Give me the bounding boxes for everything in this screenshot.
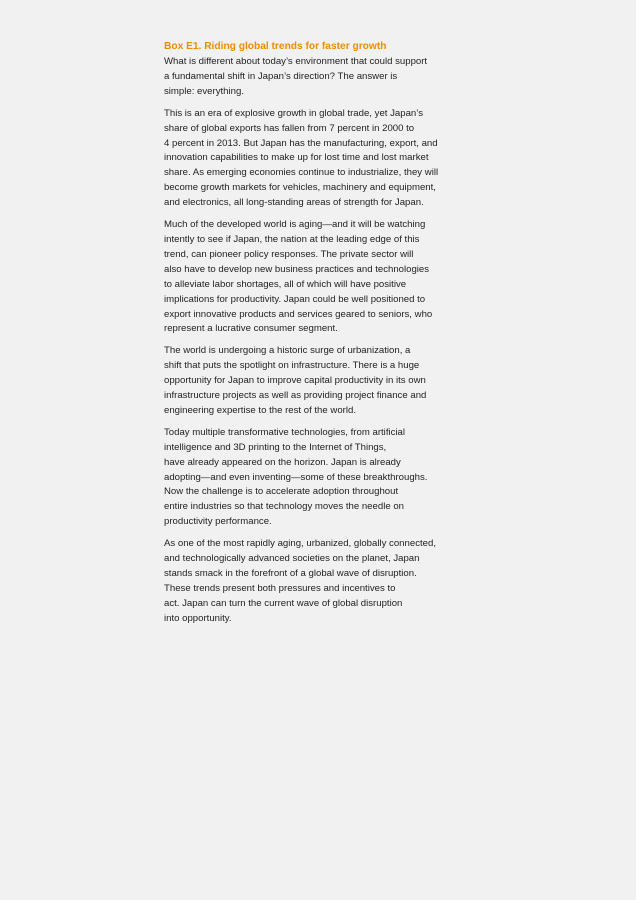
text-line: Today multiple transformative technologies, from artificial [164, 426, 406, 438]
text-line: implications for productivity. Japan could be well positioned to [164, 293, 426, 305]
text-line: become growth markets for vehicles, machinery and equipment, [164, 182, 436, 194]
text-line: export innovative products and services geared to seniors, who [164, 308, 433, 320]
text-line: and technologically advanced societies on the planet, Japan [164, 553, 420, 565]
text-line: opportunity for Japan to improve capital productivity in its own [164, 375, 426, 387]
box-title: Box E1. Riding global trends for faster growth [164, 41, 387, 52]
text-line: trend, can pioneer policy responses. The private sector will [164, 248, 414, 260]
text-line: As one of the most rapidly aging, urbanized, globally connected, [164, 538, 436, 550]
text-line: into opportunity. [164, 612, 232, 624]
text-line: Now the challenge is to accelerate adoption throughout [164, 486, 399, 498]
text-line: innovation capabilities to make up for lost time and lost market [164, 152, 429, 164]
text-line: This is an era of explosive growth in global trade, yet Japan’s [164, 107, 423, 119]
text-line: simple: everything. [164, 85, 244, 97]
text-line: entire industries so that technology moves the needle on [164, 501, 404, 513]
paragraph-intro [164, 55, 464, 100]
text-line: adopting—and even inventing—some of these breakthroughs. [164, 471, 428, 483]
paragraph-technologies [164, 426, 464, 530]
text-line: represent a lucrative consumer segment. [164, 323, 338, 335]
text-line: productivity performance. [164, 516, 272, 528]
text-line: to alleviate labor shortages, all of which will have positive [164, 278, 407, 290]
paragraph-global-trade [164, 107, 464, 211]
text-line: a fundamental shift in Japan’s direction? The answer is [164, 70, 398, 82]
text-line: engineering expertise to the rest of the world. [164, 404, 356, 416]
paragraph-aging [164, 218, 464, 337]
text-box [164, 40, 464, 634]
text-line: share. As emerging economies continue to industrialize, they will [164, 167, 439, 179]
text-line: also have to develop new business practices and technologies [164, 263, 430, 275]
text-line: share of global exports has fallen from 7 percent in 2000 to [164, 122, 415, 134]
text-line: Much of the developed world is aging—and it will be watching [164, 219, 426, 231]
text-line: These trends present both pressures and incentives to [164, 582, 396, 594]
text-line: and electronics, all long-standing areas of strength for Japan. [164, 197, 424, 209]
text-line: have already appeared on the horizon. Japan is already [164, 456, 401, 468]
text-line: intently to see if Japan, the nation at the leading edge of this [164, 233, 420, 245]
text-line: infrastructure projects as well as providing project finance and [164, 390, 427, 402]
text-line: shift that puts the spotlight on infrastructure. There is a huge [164, 360, 420, 372]
text-line: intelligence and 3D printing to the Internet of Things, [164, 441, 387, 453]
paragraph-conclusion [164, 537, 464, 626]
paragraph-urbanization [164, 344, 464, 419]
text-line: stands smack in the forefront of a global wave of disruption. [164, 568, 417, 579]
text-line: act. Japan can turn the current wave of global disruption [164, 597, 403, 609]
text-line: What is different about today’s environment that could support [164, 56, 428, 67]
text-line: The world is undergoing a historic surge of urbanization, a [164, 345, 411, 357]
text-line: 4 percent in 2013. But Japan has the manufacturing, export, and [164, 137, 438, 149]
